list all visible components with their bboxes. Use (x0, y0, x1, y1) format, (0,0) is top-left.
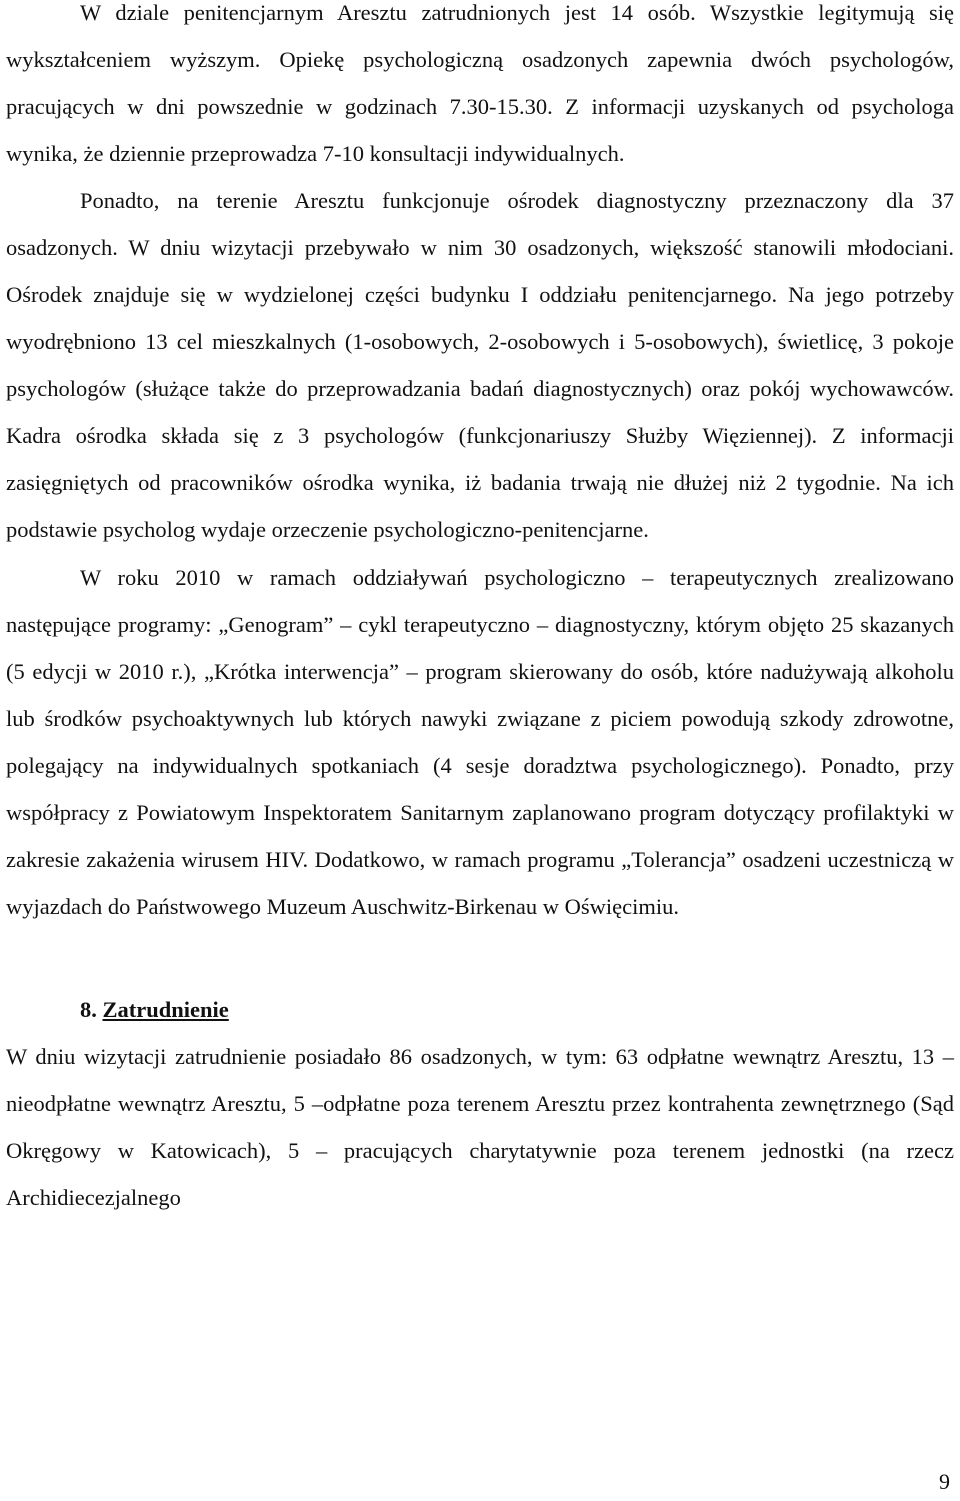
paragraph-diagnostic-center: Ponadto, na terenie Aresztu funkcjonuje ośrodek diagnostyczny przeznaczony dla 37 osadzonych. W dniu wizytacji przebywało w nim 30 osadzonych, większość stanowili młodociani. Ośrodek znajduje się w wydzielonej części budynku I oddziału penitencjarnego. Na jego potrzeby wyodrębniono 13 cel mieszkalnych (1-osobowych, 2-osobowych i 5-osobowych), świetlicę, 3 pokoje psychologów (służące także do przeprowadzania badań diagnostycznych) oraz pokój wychowawców. Kadra ośrodka składa się z 3 psychologów (funkcjonariuszy Służby Więziennej). Z informacji zasięgniętych od pracowników ośrodka wynika, iż badania trwają nie dłużej niż 2 tygodnie. Na ich podstawie psycholog wydaje orzeczenie psychologiczno-penitencjarne. (6, 188, 954, 542)
page-number: 9 (939, 1469, 950, 1494)
paragraph-therapy-programs: W roku 2010 w ramach oddziaływań psychologiczno – terapeutycznych zrealizowano następujące programy: „Genogram” – cykl terapeutyczno – diagnostyczny, którym objęto 25 skazanych (5 edycji w 2010 r.), „Krótka interwencja” – program skierowany do osób, które nadużywają alkoholu lub środków psychoaktywnych lub których nawyki związane z piciem powodują szkody zdrowotne, polegający na indywidualnych spotkaniach (4 sesje doradztwa psychologicznego). Ponadto, przy współpracy z Powiatowym Inspektoratem Sanitarnym zaplanowano program dotyczący profilaktyki w zakresie zakażenia wirusem HIV. Dodatkowo, w ramach programu „Tolerancja” osadzeni uczestniczą w wyjazdach do Państwowego Muzeum Auschwitz-Birkenau w Oświęcimiu. (6, 565, 954, 919)
paragraph-employment: W dniu wizytacji zatrudnienie posiadało 86 osadzonych, w tym: 63 odpłatne wewnątrz Aresztu, 13 –nieodpłatne wewnątrz Aresztu, 5 –odpłatne poza terenem Aresztu przez kontrahenta zewnętrznego (Sąd Okręgowy w Katowicach), 5 – pracujących charytatywnie poza terenem jednostki (na rzecz Archidiecezjalnego (6, 1044, 954, 1210)
section-title: Zatrudnienie (102, 997, 229, 1022)
section-number: 8. (80, 997, 97, 1022)
document-page (6, 0, 954, 1221)
paragraph-penitentiary-staff: W dziale penitencjarnym Aresztu zatrudnionych jest 14 osób. Wszystkie legitymują się wykształceniem wyższym. Opiekę psychologiczną osadzonych zapewnia dwóch psychologów, pracujących w dni powszednie w godzinach 7.30-15.30. Z informacji uzyskanych od psychologa wynika, że dziennie przeprowadza 7-10 konsultacji indywidualnych. (6, 0, 954, 166)
section-heading (6, 986, 954, 1033)
